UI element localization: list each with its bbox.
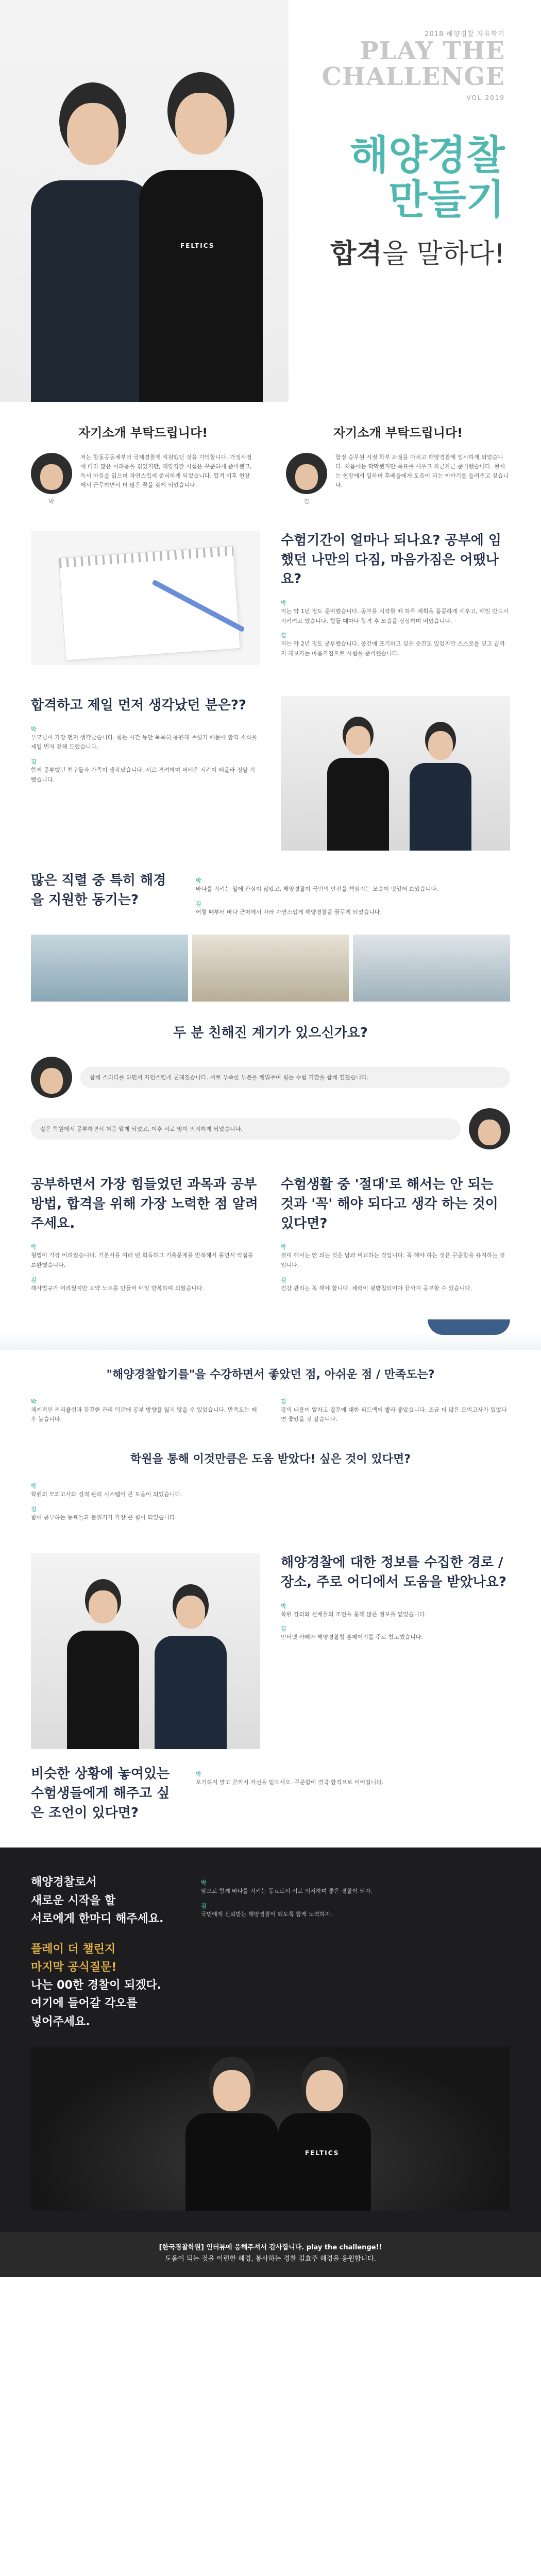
footer-line2: 도움이 되는 것을 이런한 해경, 봉사하는 경찰 김효주 해경을 응원합니다.	[165, 2255, 376, 2263]
hero-title	[330, 134, 505, 270]
qa10-answer-a: 포기하지 말고 끝까지 자신을 믿으세요. 꾸준함이 결국 합격으로 이어집니다.	[196, 1779, 384, 1786]
closing-answer-b: 국민에게 신뢰받는 해양경찰이 되도록 함께 노력하자.	[201, 1911, 332, 1918]
qa4-section	[0, 1002, 541, 1155]
qa7-section	[0, 1350, 541, 1435]
hero-play-line2: CHALLENGE	[322, 62, 505, 92]
qa7-answer-a: 체계적인 커리큘럼과 꼼꼼한 관리 덕분에 공부 방향을 잃지 않을 수 있었습니다. 만족도는 매우 높습니다.	[31, 1406, 257, 1423]
qa2-answer-a: 부모님이 가장 먼저 생각났습니다. 힘든 시간 동안 묵묵히 응원해 주셨기 때문에 합격 소식을 제일 먼저 전해 드렸습니다.	[31, 734, 257, 751]
avatar	[31, 453, 72, 494]
closing-label-a: 박	[201, 1879, 207, 1887]
hero-title-line2: 만들기	[388, 176, 505, 223]
qa1-answer-b: 저는 약 2년 정도 공부했습니다. 중간에 포기하고 싶은 순간도 있었지만 스스로를 믿고 끝까지 해보자는 마음가짐으로 시험을 준비했습니다.	[281, 640, 505, 657]
closing-q7: 여기에 들어갈 각오를	[31, 1997, 138, 2010]
boat-illustration	[0, 1304, 541, 1350]
intro-heading-right: 자기소개 부탁드립니다!	[333, 426, 463, 440]
qa2-answer-b: 함께 공부했던 친구들과 가족이 생각났습니다. 서로 격려하며 버텨온 시간이 떠올라 정말 기뻤습니다.	[31, 767, 256, 783]
avatar	[31, 1057, 72, 1098]
qa7-answer-b: 강의 내용이 알차고 질문에 대한 피드백이 빨라 좋았습니다. 조금 더 많은 모의고사가 있었다면 좋았을 것 같습니다.	[281, 1406, 507, 1423]
qa3-answer-a: 바다를 지키는 일에 관심이 많았고, 해양경찰이 국민의 안전을 책임지는 모습이 멋있어 보였습니다.	[196, 886, 438, 892]
qa6-answer-b: 건강 관리는 꼭 해야 합니다. 체력이 뒷받침되어야 끝까지 공부할 수 있습니다.	[281, 1284, 472, 1292]
qa9-label-a: 박	[281, 1602, 286, 1609]
qa2-section	[0, 681, 541, 866]
shirt-logo: FELTICS	[305, 2149, 340, 2157]
qa6-answer-a: 절대 해서는 안 되는 것은 남과 비교하는 것입니다. 꼭 해야 하는 것은 꾸준함을 유지하는 것입니다.	[281, 1252, 505, 1269]
qa8-label-a: 박	[31, 1482, 37, 1489]
qa4-question: 두 분 친해진 계기가 있으신가요?	[173, 1025, 368, 1041]
photo-gallery	[0, 935, 541, 1002]
qa10-question: 비슷한 상황에 놓여있는 수험생들에게 해주고 싶은 조언이 있다면?	[31, 1766, 170, 1821]
qa8-answer-b: 함께 공부하는 동료들과 분위기가 가장 큰 힘이 되었습니다.	[31, 1514, 177, 1521]
qa7-question: "해양경찰합기를"을 수강하면서 좋았던 점, 아쉬운 점 / 만족도는?	[106, 1368, 435, 1381]
closing-label-b: 김	[201, 1903, 207, 1909]
qa8-section	[0, 1435, 541, 1538]
qa8-answer-a: 학원의 모의고사와 성적 관리 시스템이 큰 도움이 되었습니다.	[31, 1490, 182, 1498]
qa9-answer-b: 인터넷 카페와 해양경찰청 홈페이지를 주로 참고했습니다.	[281, 1634, 424, 1641]
closing-q5: 마지막 공식질문!	[31, 1961, 117, 1974]
qa5-answer-a: 형법이 가장 어려웠습니다. 기본서를 여러 번 회독하고 기출문제를 반복해서 풀면서 약점을 보완했습니다.	[31, 1252, 253, 1269]
intro-section	[0, 402, 541, 516]
person-right	[139, 72, 263, 402]
closing-section	[0, 1848, 541, 2232]
qa1-label-a: 박	[281, 600, 286, 607]
closing-q6: 나는 00한 경찰이 되겠다.	[31, 1979, 162, 1992]
qa3-label-a: 박	[196, 877, 201, 884]
intro-text-right: 함정 승무원 시절 학부 과정을 마치고 해양경찰에 입사하게 되었습니다. 처음에는 막막했지만 목표를 세우고 차근차근 준비했습니다. 현재는 현장에서 일하며 후배들에게 도움이 되는 이야기를 들려주고 싶습니다.	[335, 454, 509, 489]
qa56-section	[0, 1155, 541, 1303]
qa1-label-b: 김	[281, 632, 286, 639]
qa8-label-b: 김	[31, 1505, 37, 1513]
hero-play-line1: PLAY THE	[360, 37, 505, 65]
hero-subtitle	[330, 232, 505, 270]
hero-section	[0, 0, 541, 402]
hero-subtitle-bold: 합격	[330, 238, 382, 269]
interview-photo	[31, 1553, 260, 1749]
qa4-bubble-a: 함께 스터디를 하면서 자연스럽게 친해졌습니다. 서로 부족한 부분을 채워주며 힘든 수험 기간을 함께 견뎠습니다.	[80, 1067, 510, 1089]
qa10-section	[0, 1765, 541, 1848]
qa3-label-b: 김	[196, 900, 201, 907]
calendar-photo	[31, 531, 260, 665]
footer	[0, 2232, 541, 2277]
shirt-logo: FELTICS	[180, 242, 215, 249]
qa1-answer-a: 저는 약 1년 정도 준비했습니다. 공부를 시작할 때 하루 계획을 꼼꼼하게 세우고, 매일 반드시 지키려고 했습니다. 힘들 때마다 합격 후 모습을 상상하며 버텼습니다.	[281, 608, 509, 624]
qa2-question: 합격하고 제일 먼저 생각났던 분은??	[31, 698, 246, 713]
intro-name-right: 김	[303, 498, 310, 505]
qa5-question: 공부하면서 가장 힘들었던 과목과 공부 방법, 합격을 위해 가장 노력한 점 알려주세요.	[31, 1177, 258, 1231]
intro-heading-left: 자기소개 부탁드립니다!	[78, 426, 208, 440]
qa8-question: 학원을 통해 이것만큼은 도움 받았다! 싶은 것이 있다면?	[130, 1452, 411, 1466]
closing-q3: 서로에게 한마디 해주세요.	[31, 1912, 164, 1925]
qa9-section	[0, 1538, 541, 1765]
hero-badge	[322, 28, 505, 101]
hero-subtitle-rest: 을 말하다!	[382, 238, 505, 269]
avatar	[469, 1108, 510, 1149]
qa9-label-b: 김	[281, 1625, 286, 1633]
gallery-photo	[353, 935, 510, 1002]
intro-text-left: 저는 합동공동체부터 국제경찰에 지원했던 것을 기억합니다. 가정사정에 따라 많은 어려움을 겪었지만, 해양경찰 시험은 꾸준하게 준비했고, 독서 마음을 읽으며 자연스럽게 준비하게 되었습니다. 합격 이후 현장에서 근무하면서 더 많은 꿈을 갖게 되었습니다.	[80, 454, 252, 489]
qa5-label-a: 박	[31, 1244, 37, 1251]
qa2-label-b: 김	[31, 758, 37, 766]
qa7-label-a: 박	[31, 1398, 37, 1405]
person-left	[31, 82, 155, 402]
qa3-section	[0, 866, 541, 935]
qa5-label-b: 김	[31, 1276, 37, 1283]
hero-small-top: 2018 해양경찰 자유학기	[425, 30, 505, 38]
gallery-photo	[31, 935, 188, 1002]
qa4-bubble-b: 같은 학원에서 공부하면서 처음 알게 되었고, 이후 서로 많이 의지하게 되었습니다.	[31, 1118, 461, 1140]
closing-q2: 새로운 시작을 할	[31, 1894, 116, 1907]
closing-q1: 해양경찰로서	[31, 1876, 97, 1889]
hero-photo	[0, 0, 289, 402]
qa1-question: 수험기간이 얼마나 되나요? 공부에 임했던 나만의 다짐, 마음가짐은 어땠나요?	[281, 533, 502, 587]
footer-line1: [한국경찰학원] 인터뷰에 응해주셔서 감사합니다. play the challenge!!	[159, 2243, 382, 2251]
qa5-answer-b: 해사법규가 어려웠지만 요약 노트를 만들어 매일 반복하며 외웠습니다.	[31, 1284, 205, 1292]
qa7-label-b: 김	[281, 1398, 286, 1405]
interview-photo	[281, 696, 510, 851]
closing-q8: 넣어주세요.	[31, 2015, 90, 2028]
qa3-question: 많은 직렬 중 특히 해경을 지원한 동기는?	[31, 873, 166, 908]
intro-right	[286, 422, 510, 505]
qa9-answer-a: 학원 강의와 선배들의 조언을 통해 많은 정보를 얻었습니다.	[281, 1611, 427, 1618]
qa3-answer-b: 어릴 때부터 바다 근처에서 자라 자연스럽게 해양경찰을 꿈꾸게 되었습니다.	[196, 908, 382, 916]
qa6-label-a: 박	[281, 1244, 286, 1251]
avatar	[286, 453, 327, 494]
closing-q4: 플레이 더 챌린지	[31, 1942, 116, 1956]
intro-name-left: 박	[48, 498, 55, 505]
qa6-question: 수험생활 중 '절대'로 해서는 안 되는 것과 '꼭' 해야 되다고 생각 하는 것이 있다면?	[281, 1177, 498, 1231]
qa6-label-b: 김	[281, 1276, 286, 1283]
hero-title-line1: 해양경찰	[349, 132, 505, 179]
closing-answer-a: 앞으로 함께 바다를 지키는 동료로서 서로 의지하며 좋은 경찰이 되자.	[201, 1888, 373, 1895]
intro-left	[31, 422, 255, 505]
closing-photo	[31, 2046, 510, 2211]
qa10-label-a: 박	[196, 1771, 201, 1778]
qa2-label-a: 박	[31, 725, 37, 733]
qa1-section	[0, 516, 541, 681]
gallery-photo	[192, 935, 349, 1002]
hero-small-bottom: VOL 2019	[466, 94, 505, 101]
qa9-question: 해양경찰에 대한 정보를 수집한 경로 / 장소, 주로 어디에서 도움을 받았나요?	[281, 1555, 506, 1590]
